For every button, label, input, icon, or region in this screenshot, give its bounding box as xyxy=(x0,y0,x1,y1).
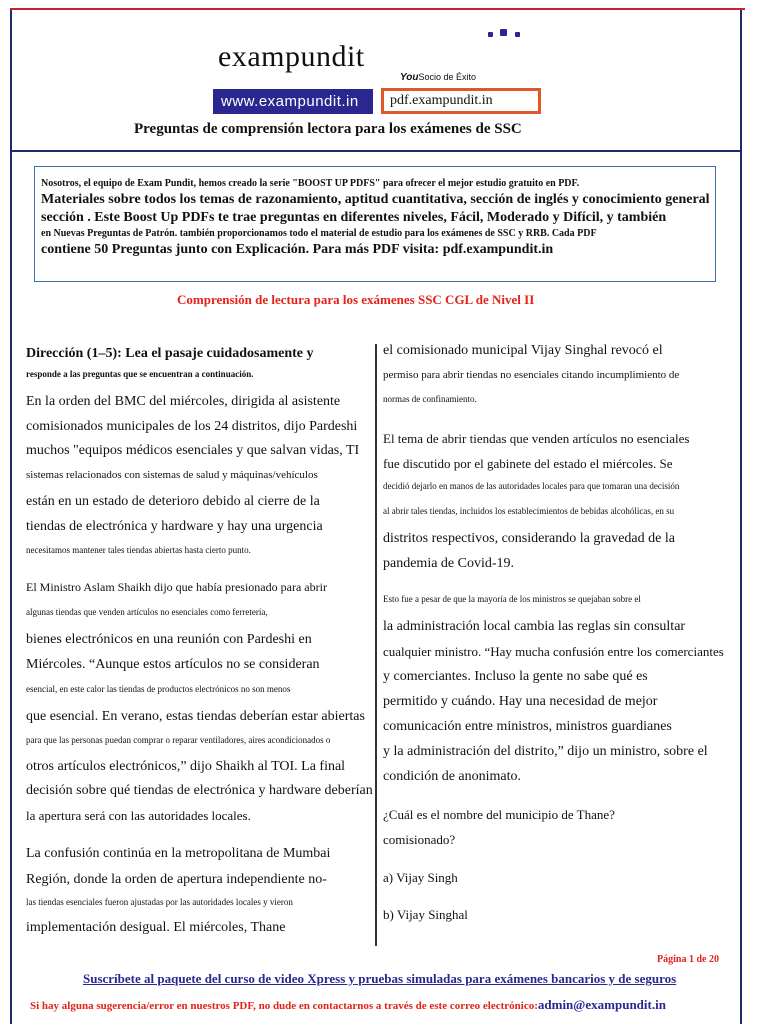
passage-line: La confusión continúa en la metropolitana de Mumbai xyxy=(26,846,331,861)
intro-box xyxy=(34,166,716,282)
suggestion-line xyxy=(30,997,666,1013)
tagline-you: You xyxy=(400,72,419,83)
tagline xyxy=(400,72,476,83)
passage-line: El tema de abrir tiendas que venden artículos no esenciales xyxy=(383,431,690,446)
passage-line: al abrir tales tiendas, incluidos los establecimientos de bebidas alcohólicas, en su xyxy=(383,506,675,516)
passage-line: condición de anonimato. xyxy=(383,769,522,784)
passage-line: El Ministro Aslam Shaikh dijo que había presionado para abrir xyxy=(26,580,327,594)
passage-line: normas de confinamiento. xyxy=(383,394,477,404)
subscribe-link[interactable]: Suscríbete al paquete del curso de video Xpress y pruebas simuladas para exámenes bancarios y de seguros xyxy=(83,971,677,986)
option-a: a) Vijay Singh xyxy=(383,870,458,885)
intro-line: sección . Este Boost Up PDFs te trae preguntas en diferentes niveles, Fácil, Moderado y Difícil, y también xyxy=(41,210,667,225)
passage-line: decidió dejarlo en manos de las autoridades locales para que tomaran una decisión xyxy=(383,481,680,491)
intro-line: Materiales sobre todos los temas de razonamiento, aptitud cuantitativa, sección de inglés y conocimiento general xyxy=(41,192,710,207)
header-top-rule xyxy=(10,8,745,10)
passage-line: otros artículos electrónicos,” dijo Shaikh al TOI. La final xyxy=(26,759,346,774)
passage-line: permiso para abrir tiendas no esenciales citando incumplimiento de xyxy=(383,369,680,381)
passage-line: cualquier ministro. “Hay mucha confusión entre los comerciantes xyxy=(383,644,724,659)
passage-line: muchos "equipos médicos esenciales y que salvan vidas, TI xyxy=(26,443,360,458)
passage-line: pandemia de Covid-19. xyxy=(383,556,515,571)
passage-line: Miércoles. “Aunque estos artículos no se consideran xyxy=(26,657,320,672)
passage-line: y la administración del distrito,” dijo un ministro, sobre el xyxy=(383,744,708,759)
intro-line: Nosotros, el equipo de Exam Pundit, hemos creado la serie "BOOST UP PDFS" para ofrecer el mejor estudio gratuito en PDF. xyxy=(41,178,580,189)
passage-line: distritos respectivos, considerando la gravedad de la xyxy=(383,531,675,546)
passage-line: y comerciantes. Incluso la gente no sabe qué es xyxy=(383,669,648,684)
direction-heading: Dirección (1–5): Lea el pasaje cuidadosamente y xyxy=(26,346,314,361)
passage-line: decisión sobre qué tiendas de electrónica y hardware deberían xyxy=(26,783,373,798)
passage-line: En la orden del BMC del miércoles, dirigida al asistente xyxy=(26,394,341,409)
passage-line: la administración local cambia las reglas sin consultar xyxy=(383,619,686,634)
passage-line: el comisionado municipal Vijay Singhal revocó el xyxy=(383,343,663,358)
passage-line: permitido y cuándo. Hay una necesidad de mejor xyxy=(383,694,658,709)
passage-line: comisionados municipales de los 24 distritos, dijo Pardeshi xyxy=(26,419,358,434)
passage-line: bienes electrónicos en una reunión con Pardeshi en xyxy=(26,632,312,647)
pdf-site-link[interactable]: pdf.exampundit.in xyxy=(381,88,541,114)
option-b: b) Vijay Singhal xyxy=(383,907,468,922)
direction-subheading: responde a las preguntas que se encuentran a continuación. xyxy=(26,369,254,379)
intro-line: en Nuevas Preguntas de Patrón. también proporcionamos todo el material de estudio para los exámenes de SSC y RRB. Cada PDF xyxy=(41,228,597,239)
passage-line: fue discutido por el gabinete del estado el miércoles. Se xyxy=(383,456,673,471)
page-right-border xyxy=(740,10,742,1024)
passage-line: Región, donde la orden de apertura independiente no- xyxy=(26,872,327,887)
exampundit-logo: exampundit xyxy=(218,40,365,73)
tagline-rest: Socio de Éxito xyxy=(418,72,477,82)
passage-line: están en un estado de deterioro debido al cierre de la xyxy=(26,494,320,509)
website-link[interactable]: www.exampundit.in xyxy=(213,89,373,114)
passage-line: necesitamos mantener tales tiendas abiertas hasta cierto punto. xyxy=(26,545,251,555)
passage-line: tiendas de electrónica y hardware y hay una urgencia xyxy=(26,519,323,534)
passage-line: algunas tiendas que venden artículos no esenciales como ferretería, xyxy=(26,607,268,617)
passage-line: la apertura será con las autoridades locales. xyxy=(26,808,251,823)
page-number: Página 1 de 20 xyxy=(657,954,719,965)
page-left-border xyxy=(10,10,12,1024)
contact-email-link[interactable]: admin@exampundit.in xyxy=(537,997,666,1012)
header-separator xyxy=(10,150,742,152)
passage-line: las tiendas esenciales fueron ajustadas por las autoridades locales y vieron xyxy=(26,897,293,907)
passage-line: que esencial. En verano, estas tiendas deberían estar abiertas xyxy=(26,709,365,724)
passage-line: comunicación entre ministros, ministros guardianes xyxy=(383,719,672,734)
passage-line: implementación desigual. El miércoles, Thane xyxy=(26,920,286,935)
section-title: Comprensión de lectura para los exámenes SSC CGL de Nivel II xyxy=(177,292,535,307)
passage-line: sistemas relacionados con sistemas de salud y máquinas/vehículos xyxy=(26,469,318,481)
passage-line: para que las personas puedan comprar o reparar ventiladores, aires acondicionados o xyxy=(26,735,331,745)
question-text: ¿Cuál es el nombre del municipio de Thane? xyxy=(383,807,615,822)
passage-line: Esto fue a pesar de que la mayoría de los ministros se quejaban sobre el xyxy=(383,594,641,604)
intro-line: contiene 50 Preguntas junto con Explicación. Para más PDF visita: pdf.exampundit.in xyxy=(41,242,554,257)
column-divider xyxy=(375,344,377,946)
passage-line: esencial, en este calor las tiendas de productos electrónicos no son menos xyxy=(26,684,291,694)
page-title: Preguntas de comprensión lectora para los exámenes de SSC xyxy=(134,121,522,137)
question-text: comisionado? xyxy=(383,832,456,847)
suggestion-text: Si hay alguna sugerencia/error en nuestros PDF, no dude en contactarnos a través de este correo electrónico: xyxy=(30,1000,538,1012)
